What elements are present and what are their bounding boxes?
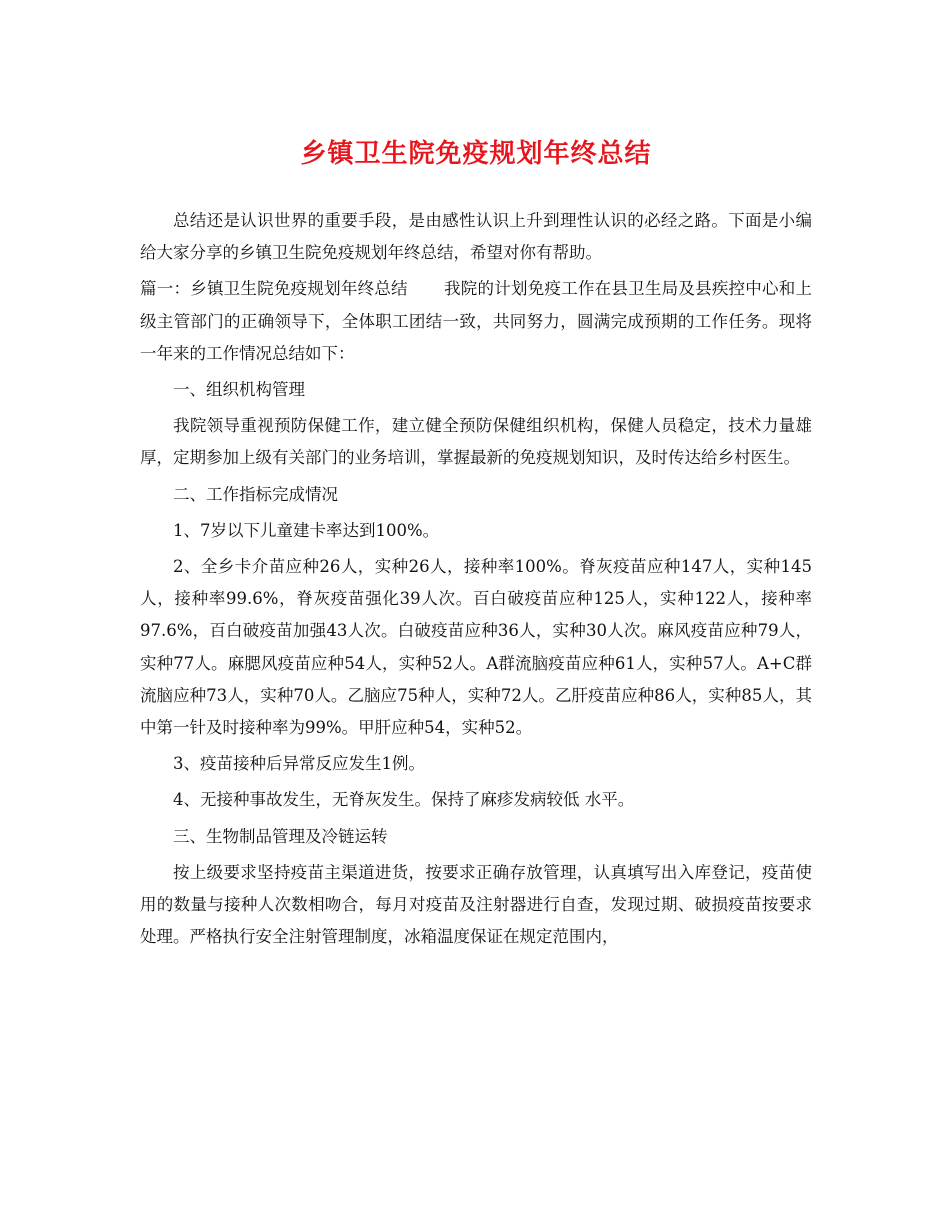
list-item-1: 1、7岁以下儿童建卡率达到100%。 — [173, 520, 440, 540]
chapter-label: 篇一：乡镇卫生院免疫规划年终总结 — [140, 279, 408, 299]
chapter-paragraph — [140, 273, 812, 370]
list-item-4: 4、无接种事故发生，无脊灰发生。保持了麻疹发病较低 水平。 — [173, 790, 635, 810]
section-1-paragraph: 我院领导重视预防保健工作，建立健全预防保健组织机构，保健人员稳定，技术力量雄厚，定期参加上级有关部门的业务培训，掌握最新的免疫规划知识，及时传达给乡村医生。 — [140, 416, 812, 468]
section-heading-2: 二、工作指标完成情况 — [173, 484, 338, 504]
chapter-text: 我院的计划免疫工作在县卫生局及县疾控中心和上级主管部门的正确领导下，全体职工团结一致，共同努力，圆满完成预期的工作任务。现将一年来的工作情况总结如下： — [140, 279, 813, 363]
section-heading-1: 一、组织机构管理 — [173, 380, 305, 400]
section-heading-3: 三、生物制品管理及冷链运转 — [173, 826, 388, 846]
section-3-paragraph: 按上级要求坚持疫苗主渠道进货，按要求正确存放管理，认真填写出入库登记，疫苗使用的数量与接种人次数相吻合，每月对疫苗及注射器进行自查，发现过期、破损疫苗按要求处理。严格执行安全注射管理制度，冰箱温度保证在规定范围内， — [140, 862, 812, 947]
list-item-2: 2、全乡卡介苗应种26人，实种26人，接种率100%。脊灰疫苗应种147人，实种145人，接种率99.6%，脊灰疫苗强化39人次。百白破疫苗应种125人，实种122人，接种率97.6%，百白破疫苗加强43人次。白破疫苗应种36人，实种30人次。麻风疫苗应种79人，实种77人。麻腮风疫苗应种54人，实种52人。A群流脑疫苗应种61人，实种57人。A+C群流脑应种73人，实种70人。乙脑应75种人，实种72人。乙肝疫苗应种86人，实种85人，其中第一针及时接种率为99%。甲肝应种54，实种52。 — [140, 557, 812, 738]
intro-paragraph: 总结还是认识世界的重要手段，是由感性认识上升到理性认识的必经之路。下面是小编给大家分享的乡镇卫生院免疫规划年终总结，希望对你有帮助。 — [140, 211, 812, 263]
document-body — [140, 205, 812, 957]
document-title: 乡镇卫生院免疫规划年终总结 — [300, 139, 652, 169]
list-item-3: 3、疫苗接种后异常反应发生1例。 — [173, 754, 425, 774]
